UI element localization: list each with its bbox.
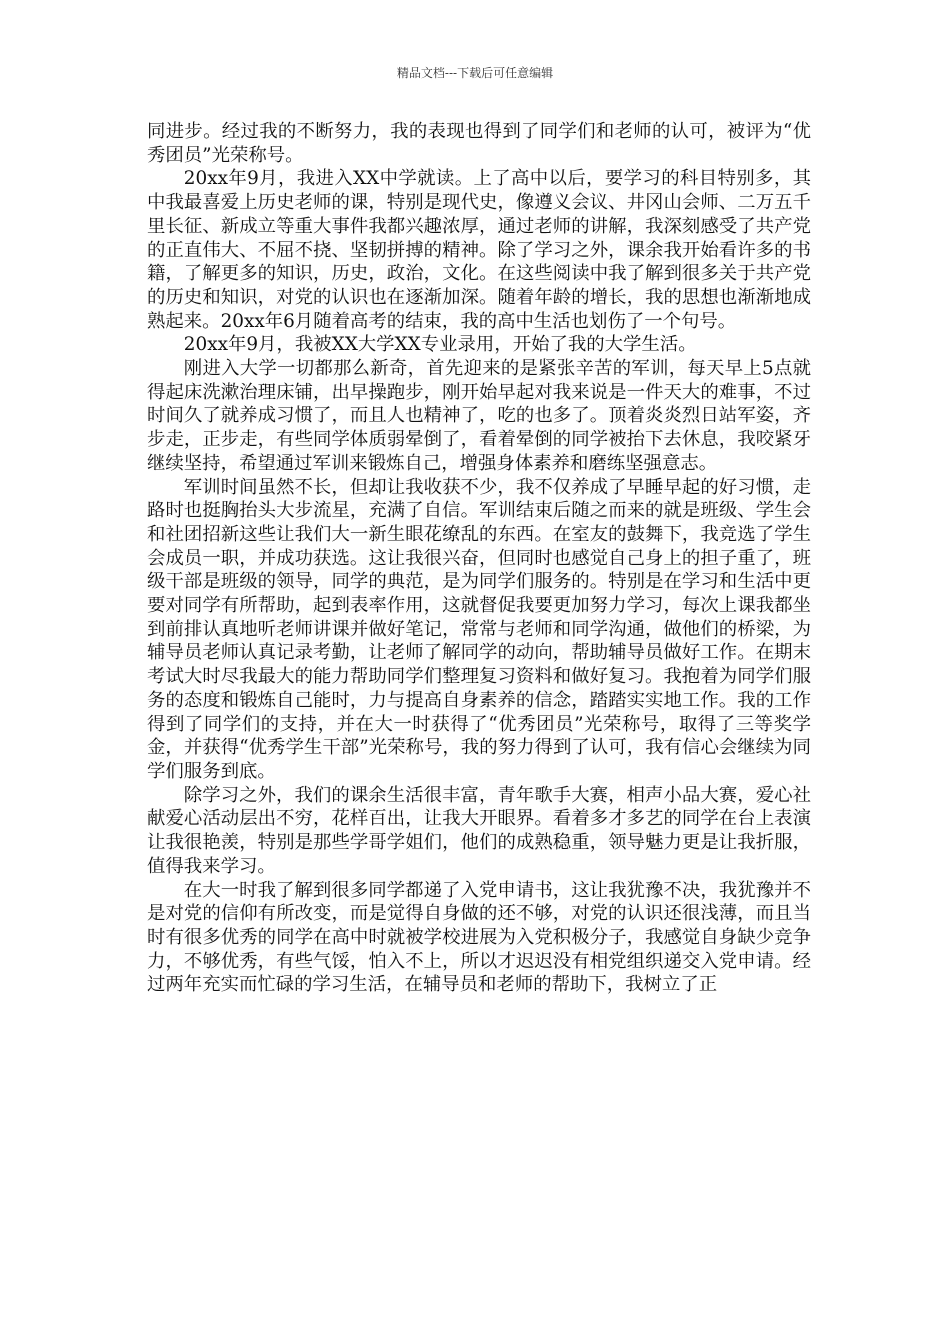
paragraph-5: 军训时间虽然不长，但却让我收获不少，我不仅养成了早睡早起的好习惯，走路时也挺胸抬头大步流星，充满了自信。军训结束后随之而来的就是班级、学生会和社团招新这些让我们大一新生眼花缭乱的东西。在室友的鼓舞下，我竞选了学生会成员一职，并成功获选。这让我很兴奋，但同时也感觉自己身上的担子重了，班级干部是班级的领导，同学的典范，是为同学们服务的。特别是在学习和生活中更要对同学有所帮助，起到表率作用，这就督促我要更加努力学习，每次上课我都坐到前排认真地听老师讲课并做好笔记，常常与老师和同学沟通，做他们的桥梁，为辅导员老师认真记录考勤，让老师了解同学的动向，帮助辅导员做好工作。在期末考试大时尽我最大的能力帮助同学们整理复习资料和做好复习。我抱着为同学们服务的态度和锻炼自己能时，力与提高自身素养的信念，踏踏实实地工作。我的工作得到了同学们的支持，并在大一时获得了“优秀团员”光荣称号，取得了三等奖学金，并获得“优秀学生干部”光荣称号，我的努力得到了认可，我有信心会继续为同学们服务到底。: [147, 476, 811, 782]
paragraph-1: 同进步。经过我的不断努力，我的表现也得到了同学们和老师的认可，被评为“优秀团员”光荣称号。: [147, 121, 811, 166]
paragraph-7: 在大一时我了解到很多同学都递了入党申请书，这让我犹豫不决，我犹豫并不是对党的信仰有所改变，而是觉得自身做的还不够，对党的认识还很浅薄，而且当时有很多优秀的同学在高中时就被学校进展为入党积极分子，我感觉自身缺少竞争力，不够优秀，有些气馁，怕入不上，所以才迟迟没有相党组织递交入党申请。经过两年充实而忙碌的学习生活，在辅导员和老师的帮助下，我树立了正: [147, 879, 811, 996]
page-header: 精品文档---下载后可任意编辑: [396, 66, 554, 80]
paragraph-4: 刚进入大学一切都那么新奇，首先迎来的是紧张辛苦的军训，每天早上5点就得起床洗漱治理床铺，出早操跑步，刚开始早起对我来说是一件天大的难事，不过时间久了就养成习惯了，而且人也精神了，吃的也多了。顶着炎炎烈日站军姿，齐步走，正步走，有些同学体质弱晕倒了，看着晕倒的同学被抬下去休息，我咬紧牙继续坚持，希望通过军训来锻炼自己，增强身体素养和磨练坚强意志。: [147, 358, 811, 474]
document-body: [147, 120, 811, 997]
paragraph-6: 除学习之外，我们的课余生活很丰富，青年歌手大赛，相声小品大赛，爱心社献爱心活动层出不穷，花样百出，让我大开眼界。看着多才多艺的同学在台上表演让我很艳羡，特别是那些学哥学姐们，他们的成熟稳重，领导魅力更是让我折服，值得我来学习。: [147, 784, 811, 877]
paragraph-3: 20xx年9月，我被XX大学XX专业录用，开始了我的大学生活。: [183, 334, 697, 356]
paragraph-2: 20xx年9月，我进入XX中学就读。上了高中以后，要学习的科目特别多，其中我最喜爱上历史老师的课，特别是现代史，像遵义会议、井冈山会师、二万五千里长征、新成立等重大事件我都兴趣浓厚，通过老师的讲解，我深刻感受了共产党的正直伟大、不屈不挠、坚韧拼搏的精神。除了学习之外，课余我开始看许多的书籍，了解更多的知识，历史，政治，文化。在这些阅读中我了解到很多关于共产党的历史和知识，对党的认识也在逐渐加深。随着年龄的增长，我的思想也渐渐地成熟起来。20xx年6月随着高考的结束，我的高中生活也划伤了一个句号。: [147, 168, 811, 332]
